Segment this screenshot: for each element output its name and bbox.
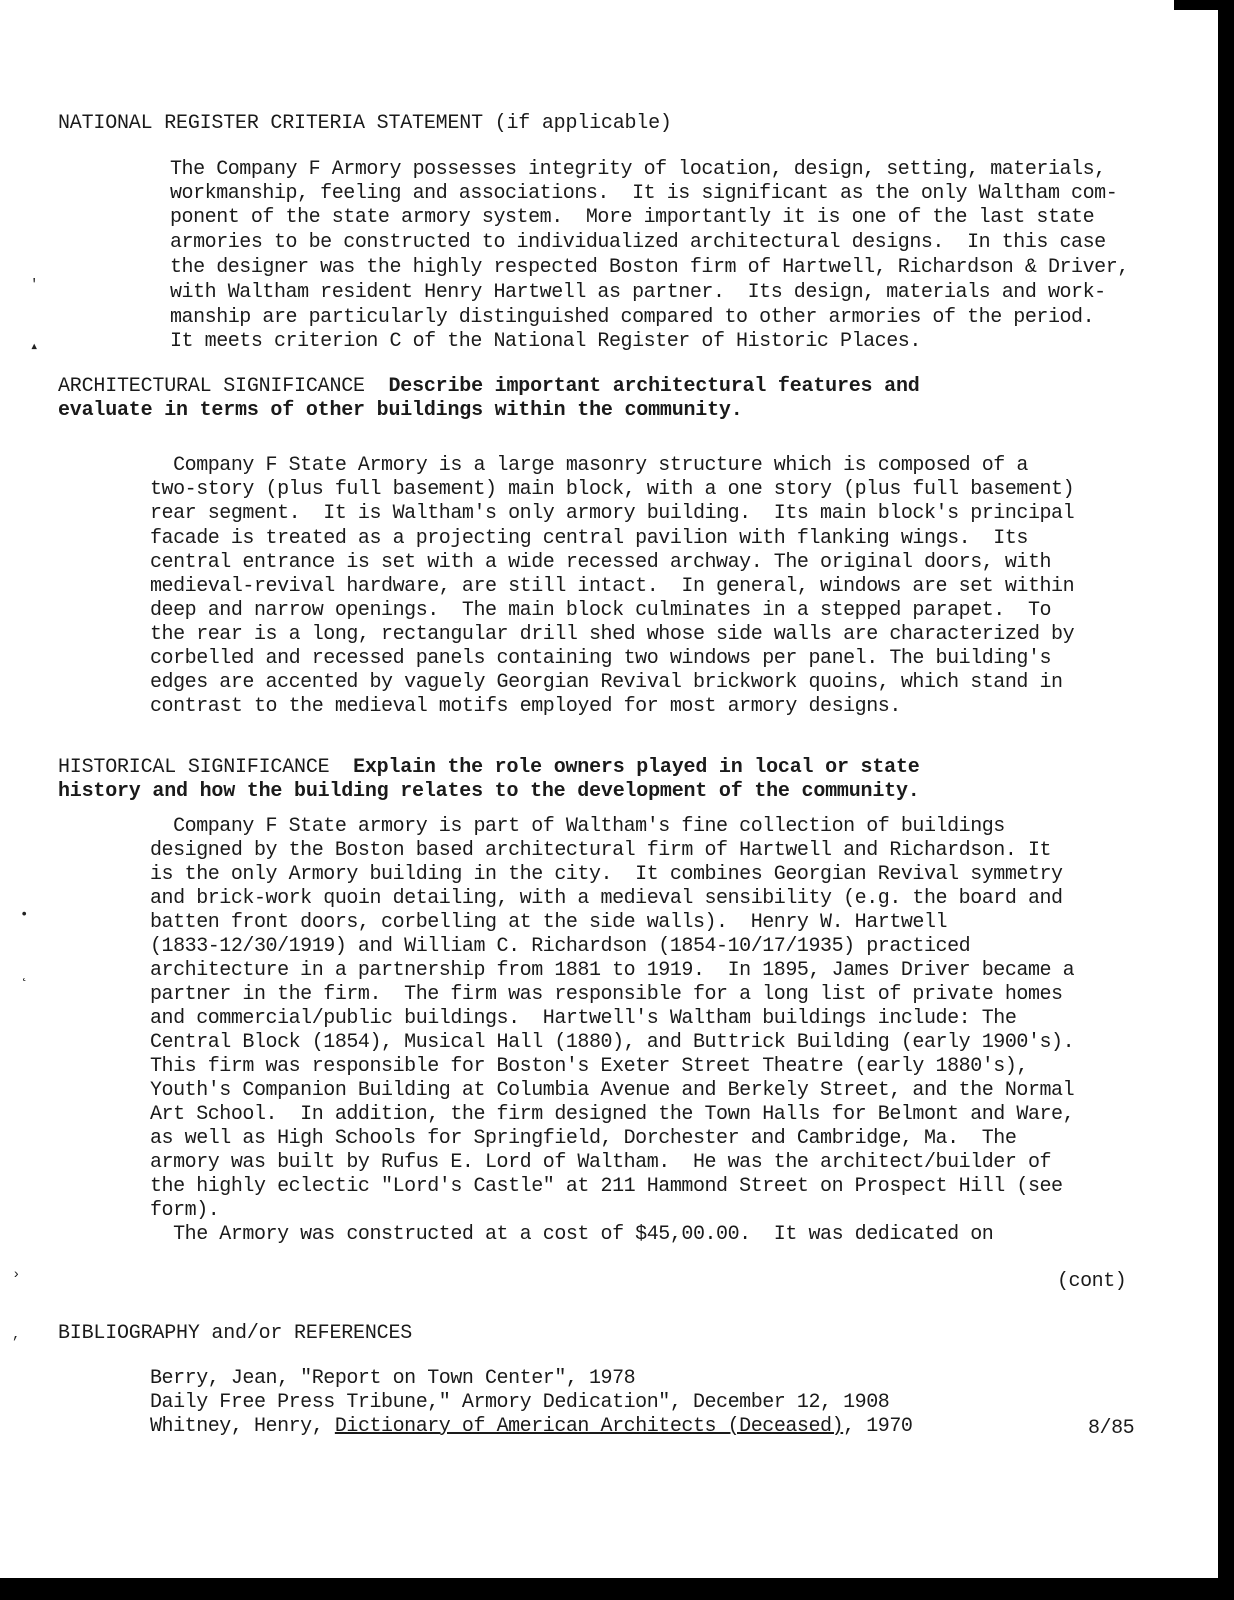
architectural-line: central entrance is set with a wide recessed archway. The original doors, with	[150, 551, 1052, 574]
bibliography-book-title: Dictionary of American Architects (Deceased)	[334, 1415, 844, 1438]
criteria-line: It meets criterion C of the National Register of Historic Places.	[170, 330, 921, 353]
historical-prompt-2: history and how the building relates to the development of the community.	[58, 780, 920, 803]
historical-line: armory was built by Rufus E. Lord of Waltham. He was the architect/builder of	[150, 1151, 1052, 1174]
architectural-heading	[58, 375, 920, 399]
historical-line: (1833-12/30/1919) and William C. Richardson (1854-10/17/1935) practiced	[150, 935, 971, 958]
bibliography-year: , 1970	[843, 1415, 913, 1438]
bibliography-heading: BIBLIOGRAPHY and/or REFERENCES	[58, 1322, 413, 1345]
architectural-line: corbelled and recessed panels containing two windows per panel. The building's	[150, 647, 1052, 670]
architectural-prompt-2: evaluate in terms of other buildings within the community.	[58, 399, 743, 422]
historical-line: the highly eclectic "Lord's Castle" at 211 Hammond Street on Prospect Hill (see	[150, 1175, 1063, 1198]
historical-line: batten front doors, corbelling at the side walls). Henry W. Hartwell	[150, 911, 948, 934]
historical-heading	[58, 756, 920, 780]
form-date: 8/85	[1088, 1417, 1135, 1440]
criteria-line: with Waltham resident Henry Hartwell as partner. Its design, materials and work-	[170, 281, 1106, 304]
architectural-line: edges are accented by vaguely Georgian Revival brickwork quoins, which stand in	[150, 671, 1063, 694]
criteria-line: The Company F Armory possesses integrity of location, design, setting, materials,	[170, 158, 1106, 181]
bibliography-entry	[150, 1415, 912, 1439]
scan-speck: ,	[12, 1327, 21, 1343]
historical-line: form).	[150, 1199, 220, 1222]
historical-prompt-1: Explain the role owners played in local or state	[353, 756, 920, 779]
historical-line: and brick-work quoin detailing, with a medieval sensibility (e.g. the board and	[150, 887, 1063, 910]
historical-line: as well as High Schools for Springfield, Dorchester and Cambridge, Ma. The	[150, 1127, 1017, 1150]
criteria-line: the designer was the highly respected Boston firm of Hartwell, Richardson & Driver,	[170, 256, 1129, 279]
architectural-line: rear segment. It is Waltham's only armory building. Its main block's principal	[150, 502, 1075, 525]
scan-speck: '	[30, 277, 39, 293]
scan-speck: •	[20, 907, 29, 923]
criteria-line: manship are particularly distinguished compared to other armories of the period.	[170, 306, 1095, 329]
historical-line: Art School. In addition, the firm designed the Town Halls for Belmont and Ware,	[150, 1103, 1075, 1126]
architectural-line: medieval-revival hardware, are still intact. In general, windows are set within	[150, 575, 1075, 598]
historical-line: The Armory was constructed at a cost of $45,00.00. It was dedicated on	[150, 1223, 994, 1246]
architectural-line: the rear is a long, rectangular drill shed whose side walls are characterized by	[150, 623, 1075, 646]
historical-line: and commercial/public buildings. Hartwell's Waltham buildings include: The	[150, 1007, 1017, 1030]
architectural-line: Company F State Armory is a large masonry structure which is composed of a	[150, 454, 1028, 477]
scan-speck: ▴	[30, 339, 39, 355]
bibliography-author: Whitney, Henry,	[150, 1415, 335, 1438]
historical-line: is the only Armory building in the city. It combines Georgian Revival symmetry	[150, 863, 1063, 886]
bibliography-entry: Berry, Jean, "Report on Town Center", 1978	[150, 1367, 636, 1390]
architectural-prompt-1: Describe important architectural features and	[388, 375, 920, 398]
scan-speck: ›	[12, 1267, 21, 1283]
historical-line: Youth's Companion Building at Columbia Avenue and Berkely Street, and the Normal	[150, 1079, 1075, 1102]
historical-heading-label: HISTORICAL SIGNIFICANCE	[58, 756, 330, 779]
continued-note: (cont)	[1057, 1270, 1127, 1293]
bibliography-entry: Daily Free Press Tribune," Armory Dedication", December 12, 1908	[150, 1391, 890, 1414]
architectural-line: contrast to the medieval motifs employed for most armory designs.	[150, 695, 901, 718]
historical-line: Central Block (1854), Musical Hall (1880), and Buttrick Building (early 1900's).	[150, 1031, 1075, 1054]
historical-line: architecture in a partnership from 1881 to 1919. In 1895, James Driver became a	[150, 959, 1075, 982]
scan-edge-right	[1218, 0, 1234, 1600]
architectural-line: two-story (plus full basement) main block, with a one story (plus full basement)	[150, 478, 1075, 501]
criteria-line: workmanship, feeling and associations. It is significant as the only Waltham com-	[170, 182, 1118, 205]
historical-line: designed by the Boston based architectural firm of Hartwell and Richardson. It	[150, 839, 1052, 862]
criteria-line: ponent of the state armory system. More importantly it is one of the last state	[170, 206, 1095, 229]
historical-line: This firm was responsible for Boston's Exeter Street Theatre (early 1880's),	[150, 1055, 1028, 1078]
criteria-line: armories to be constructed to individualized architectural designs. In this case	[170, 231, 1106, 254]
architectural-line: facade is treated as a projecting central pavilion with flanking wings. Its	[150, 527, 1028, 550]
historical-line: Company F State armory is part of Waltham's fine collection of buildings	[150, 815, 1005, 838]
historical-line: partner in the firm. The firm was responsible for a long list of private homes	[150, 983, 1063, 1006]
architectural-heading-label: ARCHITECTURAL SIGNIFICANCE	[58, 375, 365, 398]
scan-edge-bottom	[0, 1578, 1234, 1600]
criteria-heading: NATIONAL REGISTER CRITERIA STATEMENT (if applicable)	[58, 112, 672, 135]
architectural-line: deep and narrow openings. The main block culminates in a stepped parapet. To	[150, 599, 1052, 622]
scan-speck: ˛	[20, 967, 29, 983]
